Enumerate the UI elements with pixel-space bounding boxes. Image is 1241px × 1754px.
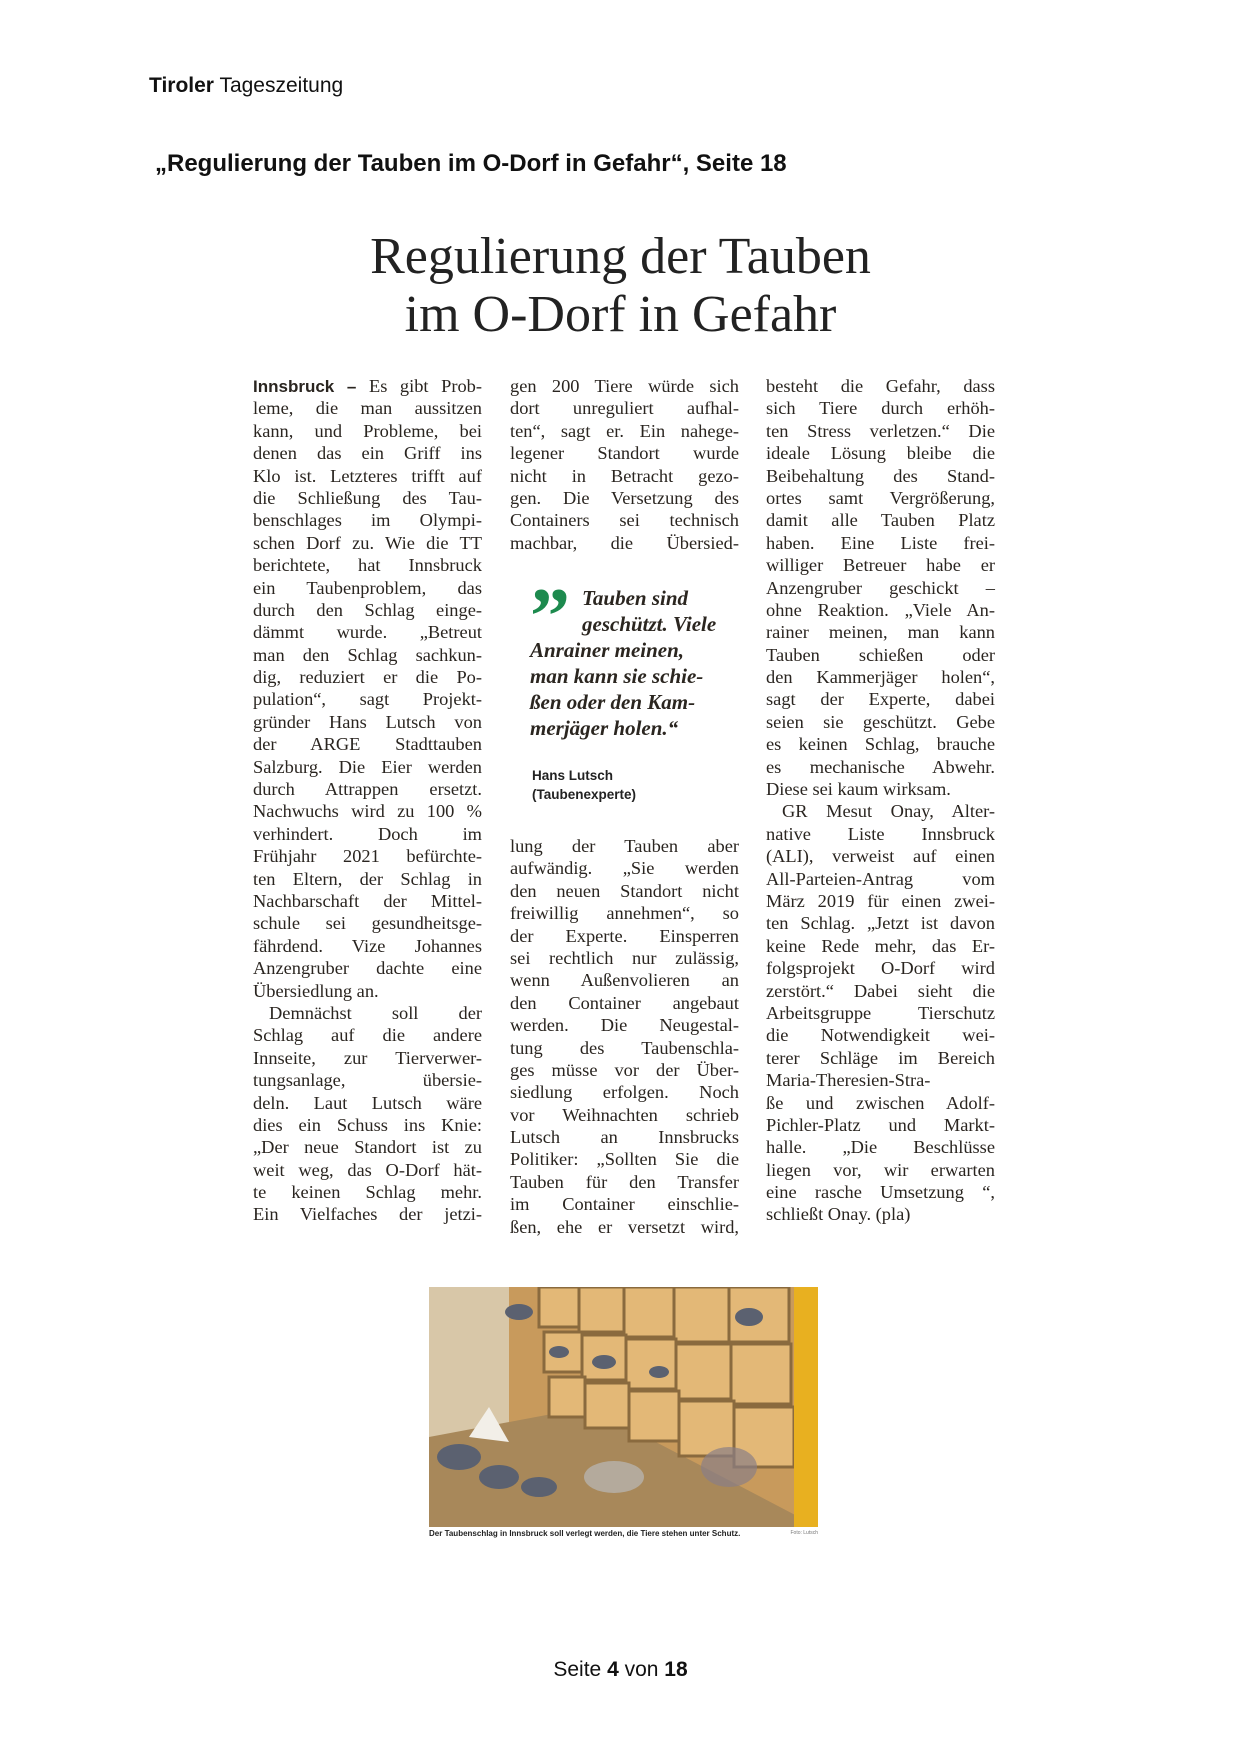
text-line: ßen, ehe er versetzt wird, bbox=[510, 1216, 739, 1237]
text-line: ortes samt Vergrößerung, bbox=[766, 487, 995, 508]
text-line: seien sie geschützt. Gebe bbox=[766, 711, 995, 732]
text-line: gen. Die Versetzung des bbox=[510, 487, 739, 508]
text-line: Schlag auf die andere bbox=[253, 1025, 482, 1046]
pigeon-loft-photo bbox=[429, 1287, 818, 1527]
text-line: GR Mesut Onay, Alter- bbox=[782, 801, 995, 822]
headline-line-2: im O-Dorf in Gefahr bbox=[404, 286, 837, 343]
text-line: Nachbarschaft der Mittel- bbox=[253, 890, 482, 911]
text-line: dämmt wurde. „Betreut bbox=[253, 622, 482, 643]
text-line: eine rasche Umsetzung “, bbox=[766, 1182, 995, 1203]
quote-line: Tauben sind bbox=[582, 586, 689, 610]
article-column-2-top bbox=[510, 375, 739, 554]
text-line: schen Dorf zu. Wie die TT bbox=[253, 532, 482, 553]
text-line: freiwillig annehmen“, so bbox=[510, 903, 739, 924]
article-photo bbox=[429, 1287, 818, 1527]
quote-attribution bbox=[532, 766, 636, 804]
text-line: sagt der Experte, dabei bbox=[766, 689, 995, 710]
text-line: dort unreguliert aufhal- bbox=[510, 398, 739, 419]
text-line: ideale Lösung bleibe die bbox=[766, 443, 995, 464]
caption-text: Der Taubenschlag in Innsbruck soll verlegt werden, die Tiere stehen unter Schutz. bbox=[429, 1529, 741, 1538]
text-line: ten Schlag. „Jetzt ist davon bbox=[766, 913, 995, 934]
quote-role: (Taubenexperte) bbox=[532, 787, 637, 802]
text-line: ße und zwischen Adolf- bbox=[766, 1092, 995, 1113]
text-line: Lutsch an Innsbrucks bbox=[510, 1127, 739, 1148]
article-column-2-bottom bbox=[510, 835, 739, 1238]
text-line: Anzengruber dachte eine bbox=[253, 958, 482, 979]
page-footer bbox=[0, 1658, 1241, 1682]
text-line: gründer Hans Lutsch von bbox=[253, 711, 482, 732]
text-line: Innseite, zur Tierverwer- bbox=[253, 1047, 482, 1068]
text-line: te keinen Schlag mehr. bbox=[253, 1182, 482, 1203]
text-line: ten Eltern, der Schlag in bbox=[253, 868, 482, 889]
pull-quote bbox=[530, 573, 745, 741]
text-line: ten Stress verletzen.“ Die bbox=[766, 420, 995, 441]
text-line: werden. Die Neugestal- bbox=[510, 1015, 739, 1036]
text-line: ohne Reaktion. „Viele An- bbox=[766, 599, 995, 620]
total-pages: 18 bbox=[664, 1658, 688, 1681]
text-line: ein Taubenproblem, das bbox=[253, 577, 482, 598]
text-line: März 2019 für einen zwei- bbox=[766, 890, 995, 911]
text-line: Salzburg. Die Eier werden bbox=[253, 756, 482, 777]
text-line: Frühjahr 2021 befürchte- bbox=[253, 846, 482, 867]
quote-mark-icon: ” bbox=[530, 573, 570, 661]
text-line: die Schließung des Tau- bbox=[253, 487, 482, 508]
text-line: Politiker: „Sollten Sie die bbox=[510, 1149, 739, 1170]
text-line: berichtete, hat Innsbruck bbox=[253, 555, 482, 576]
text-line: der ARGE Stadttauben bbox=[253, 734, 482, 755]
text-line: „Der neue Standort ist zu bbox=[253, 1137, 482, 1158]
text-line: tungsanlage, übersie- bbox=[253, 1070, 482, 1091]
text-line: williger Betreuer habe er bbox=[766, 555, 995, 576]
text-line: leme, die man aussitzen bbox=[253, 398, 482, 419]
text-line: lung der Tauben aber bbox=[510, 836, 739, 856]
text-line: den neuen Standort nicht bbox=[510, 880, 739, 901]
footer-prefix: Seite bbox=[553, 1658, 602, 1681]
text-line: nicht in Betracht gezo- bbox=[510, 465, 739, 486]
text-line: dig, reduziert er die Po- bbox=[253, 667, 482, 688]
text-line: die Notwendigkeit wei- bbox=[766, 1025, 995, 1046]
photo-caption bbox=[429, 1529, 818, 1538]
text-line: Nachwuchs wird zu 100 % bbox=[253, 801, 482, 822]
quote-author: Hans Lutsch bbox=[532, 768, 614, 783]
text-line: machbar, die Übersied- bbox=[510, 532, 739, 553]
text-line: schule sei gesundheitsge- bbox=[253, 913, 482, 934]
text-line: benschlages im Olympi- bbox=[253, 510, 482, 531]
text-line: siedlung erfolgen. Noch bbox=[510, 1082, 739, 1103]
text-line: sich Tiere durch erhöh- bbox=[766, 398, 995, 419]
text-line: es mechanische Abwehr. bbox=[766, 756, 995, 777]
text-line: Diese sei kaum wirksam. bbox=[766, 779, 951, 800]
dateline: Innsbruck – bbox=[253, 377, 357, 396]
text-line: Pichler-Platz und Markt- bbox=[766, 1114, 995, 1135]
text-line: schließt Onay. (pla) bbox=[766, 1204, 911, 1225]
text-line: durch den Schlag einge- bbox=[253, 599, 482, 620]
current-page: 4 bbox=[607, 1658, 619, 1681]
text-line: Beibehaltung des Stand- bbox=[766, 465, 995, 486]
text-line: den Container angebaut bbox=[510, 992, 739, 1013]
text-line: vor Weihnachten schrieb bbox=[510, 1104, 739, 1125]
text-line: Arbeitsgruppe Tierschutz bbox=[766, 1002, 995, 1023]
source-bold: Tiroler bbox=[149, 74, 214, 97]
text-line: den Kammerjäger holen“, bbox=[766, 667, 995, 688]
text-line: legener Standort wurde bbox=[510, 443, 739, 464]
text-line: durch Attrappen ersetzt. bbox=[253, 779, 482, 800]
text-line: Maria-Theresien-Stra- bbox=[766, 1070, 931, 1091]
text-line: verhindert. Doch im bbox=[253, 823, 482, 844]
text-line: es keinen Schlag, brauche bbox=[766, 734, 995, 755]
text-line: ten“, sagt er. Ein nahege- bbox=[510, 420, 739, 441]
text-line: aufwändig. „Sie werden bbox=[510, 858, 739, 879]
text-line: Ein Vielfaches der jetzi- bbox=[253, 1204, 482, 1225]
text-line: ges müsse vor der Über- bbox=[510, 1059, 739, 1080]
text-line: der Experte. Einsperren bbox=[510, 925, 739, 946]
text-line: pulation“, sagt Projekt- bbox=[253, 689, 482, 710]
text-line: liegen vor, wir erwarten bbox=[766, 1159, 995, 1180]
text-line: dies ein Schuss ins Knie: bbox=[253, 1114, 482, 1135]
text-line: besteht die Gefahr, dass bbox=[766, 376, 995, 396]
article-headline bbox=[0, 228, 1241, 344]
text-line: Anzengruber geschickt – bbox=[766, 577, 995, 598]
text-line: Containers sei technisch bbox=[510, 510, 739, 531]
text-line: (ALI), verweist auf einen bbox=[766, 846, 995, 867]
text-line: All-Parteien-Antrag vom bbox=[766, 868, 995, 889]
text-line: Demnächst soll der bbox=[269, 1002, 482, 1023]
source-rest: Tageszeitung bbox=[219, 74, 344, 97]
text-line: Klo ist. Letzteres trifft auf bbox=[253, 465, 482, 486]
quote-line: man kann sie schie- bbox=[530, 664, 704, 688]
text-line: keine Rede mehr, das Er- bbox=[766, 935, 995, 956]
quote-line: Anrainer meinen, bbox=[530, 638, 685, 662]
text-line: denen das ein Griff ins bbox=[253, 443, 482, 464]
quote-line: ßen oder den Kam- bbox=[530, 690, 696, 714]
text-line: Tauben schießen oder bbox=[766, 644, 995, 665]
text-line: native Liste Innsbruck bbox=[766, 823, 995, 844]
text-line: Tauben für den Transfer bbox=[510, 1171, 739, 1192]
quote-line: merjäger holen.“ bbox=[530, 716, 679, 740]
text-line-rest: Es gibt Prob- bbox=[368, 376, 482, 396]
text-line: sei rechtlich nur zulässig, bbox=[510, 947, 739, 968]
text-line: damit alle Tauben Platz bbox=[766, 510, 995, 531]
text-line: halle. „Die Beschlüsse bbox=[766, 1137, 995, 1158]
article-reference: „Regulierung der Tauben im O-Dorf in Gefahr“, Seite 18 bbox=[155, 150, 787, 177]
text-line: folgsprojekt O-Dorf wird bbox=[766, 958, 995, 979]
text-line: terer Schläge im Bereich bbox=[766, 1047, 995, 1068]
article-column-1 bbox=[253, 375, 482, 1226]
text-line: haben. Eine Liste frei- bbox=[766, 532, 995, 553]
text-line: tung des Taubenschla- bbox=[510, 1037, 739, 1058]
headline-line-1: Regulierung der Tauben bbox=[370, 228, 871, 285]
text-line bbox=[253, 375, 482, 397]
text-line: kann, und Probleme, bei bbox=[253, 420, 482, 441]
article-column-3 bbox=[766, 375, 995, 1226]
text-line: man den Schlag sachkun- bbox=[253, 644, 482, 665]
newspaper-source bbox=[149, 74, 343, 98]
footer-middle: von bbox=[624, 1658, 659, 1681]
quote-line: geschützt. Viele bbox=[582, 612, 717, 636]
text-line: zerstört.“ Dabei sieht die bbox=[766, 980, 995, 1001]
text-line: weit weg, das O-Dorf hät- bbox=[253, 1159, 482, 1180]
text-line: deln. Laut Lutsch wäre bbox=[253, 1092, 482, 1113]
text-line: im Container einschlie- bbox=[510, 1194, 739, 1215]
photo-credit: Foto: Lutsch bbox=[790, 1530, 818, 1536]
text-line: rainer meinen, man kann bbox=[766, 622, 995, 643]
text-line: fährdend. Vize Johannes bbox=[253, 935, 482, 956]
text-line: Übersiedlung an. bbox=[253, 980, 379, 1001]
text-line: wenn Außenvolieren an bbox=[510, 970, 739, 991]
text-line: gen 200 Tiere würde sich bbox=[510, 376, 739, 396]
